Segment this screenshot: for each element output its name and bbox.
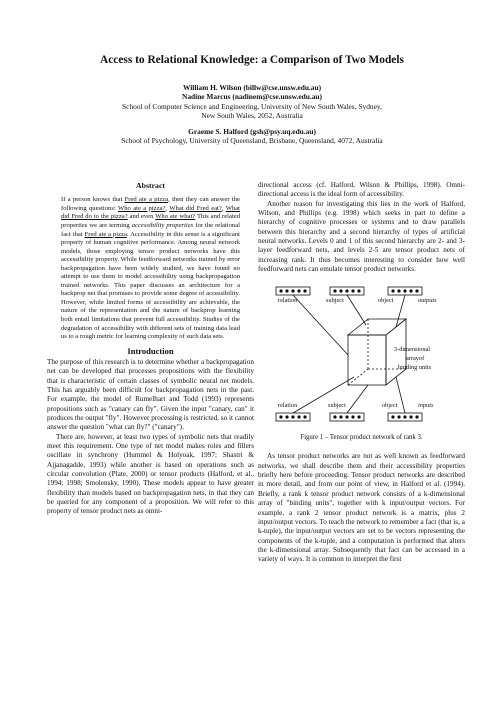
top-relation-label: relation [278, 297, 298, 305]
affiliation-unsw-2: New South Wales, 2052, Australia [201, 110, 303, 120]
right-paragraph-1: directional access (cf. Halford, Wilson & Phillips, 1998). Omni-directional access is the ideal form of accessibility. [258, 181, 465, 199]
bottom-relation-label: relation [278, 402, 298, 410]
paper-title: Access to Relational Knowledge: a Comparison of Two Models [100, 54, 404, 66]
author-wilson: William H. Wilson (billw@cse.unsw.edu.au) [182, 83, 322, 92]
bottom-subject-label: subject [328, 402, 346, 410]
top-outputs-label: outputs [418, 297, 437, 305]
top-subject-label: subject [326, 297, 344, 305]
cube-label-line1: 3-dimensional [394, 346, 431, 354]
right-column [258, 181, 465, 565]
cube-label-line2: arrayof [406, 355, 425, 363]
left-column [47, 181, 254, 517]
bottom-inputs-label: inputs [418, 402, 434, 410]
intro-paragraph-1: The purpose of this research is to determine whether a backpropagation net can be developed that processes propositions with the flexibility that is characteristic of certain classes of symbolic neural net models. This has arguably been difficult for backpropagation nets in the past. For example, the model of Rumelhart and Todd (1993) represents propositions such as "canary can fly". Given the input "canary, can" it produces the output "fly". However processing is restricted, so it cannot answer the question "what can fly?" ("canary"). [47, 357, 254, 432]
author-halford: Graeme S. Halford (gsh@psy.uq.edu.au) [188, 127, 316, 137]
introduction-heading: Introduction [127, 345, 174, 356]
author-block [0, 83, 504, 146]
abstract-text: If a person knows that Fred ate a pizza, then they can answer the following questions: Who ate a pizza?, What did Fred eat?, What did Fred do to the pizza? and even Who ate what? This and related properties we are terming accessibility properties for the relational fact that Fred ate a pizza. Accessibility in this sense is a significant property of human cognitive performance. Among neural network models, those employing tensor product networks have this accessibility property. While feedforward networks trained by error backpropagation have been widely studied, we have found no attempt to use them to model accessibility using backpropagation trained networks. This paper discusses an architecture for a backprop net that promises to provide some degree of accessibility. However, while limited forms of accessibility are achievable, the nature of the representation and the nature of backprop learning both entail limitations that prevent full accessibility. Studies of the degradation of accessibility with different sets of training data lead us to a rough metric for learning complexity of such data sets. [61, 196, 240, 341]
bottom-object-label: object [382, 402, 398, 410]
affiliation-uq: School of Psychology, University of Queensland, Brisbane, Queensland, 4072, Australia [121, 136, 383, 146]
top-object-label: object [378, 297, 394, 305]
right-paragraph-3: As tensor product networks are not as well known as feedforward networks, we shall describe them and their accessibility properties briefly here before proceeding. Tensor product networks are described in more detail, and from our point of view, in Halford et al. (1994). Briefly, a rank k tensor product network consists of a k-dimensional array of "binding units", together with k input/output vectors. For example, a rank 2 tensor product network is a matrix, plus 2 input/output vectors. To teach the network to remember a fact (that is, a k-tuple), the input/output vectors are set to be vectors representing the components of the k-tuple, and a computation is performed that alters the k-dimensional array. Subsequently that fact can be accessed in a variety of ways. It is common to interpret the first [258, 452, 465, 564]
author-marcus: Nadine Marcus (nadinem@cse.unsw.edu.au) [182, 92, 322, 102]
right-paragraph-2: Another reason for investigating this lies in the work of Halford, Wilson, and Phillips (e.g. 1998) which seeks in part to define a hierarchy of cognitive processes or systems and to draw parallels between this hierarchy and a second hierarchy of types of artificial neural networks. Levels 0 and 1 of this second hierarchy are 2- and 3-layer feedforward nets, and levels 2-5 are tensor product nets of increasing rank. It thus becomes interesting to consider how well feedforward nets can emulate tensor product networks. [258, 199, 465, 274]
intro-paragraph-2: There are, however, at least two types of symbolic nets that readily meet this requirement. One type of net model makes roles and fillers oscillate in synchrony (Hummel & Holyoak, 1997; Shastri & Ajjanagadde, 1993) while another is based on operations such as circular convolution (Plate, 2000) or tensor products (Halford, et al., 1994; 1998; Smolensky, 1990). These models appear to have greater flexibility than models based on backpropagation nets, in that they can be queried for any component of a proposition. We will refer to this property of tensor product nets as omni- [47, 432, 254, 516]
affiliation-unsw-1: School of Computer Science and Engineering, University of New South Wales, Sydney, [122, 101, 382, 111]
cube-label-line3: binding units [398, 364, 432, 372]
abstract-heading: Abstract [135, 181, 165, 190]
figure-caption: Figure 1 – Tensor product network of rank 3. [300, 434, 423, 442]
figure-1 [258, 277, 465, 470]
